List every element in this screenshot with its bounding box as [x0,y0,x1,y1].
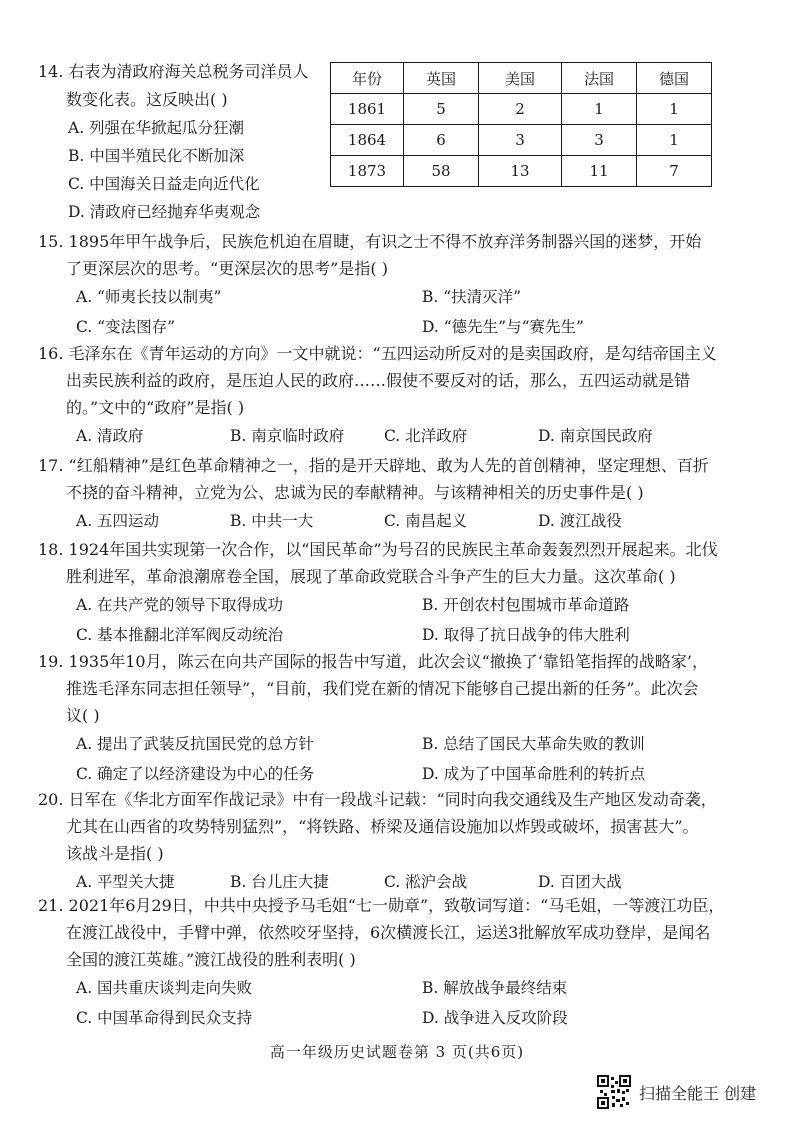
option-d[interactable]: D. 战争进入反攻阶段 [422,1009,568,1027]
options [38,282,758,342]
table-cell: 1 [562,94,637,125]
stem-line: 18. 1924年国共实现第一次合作，以“国民革命”为号召的民族民主革命轰轰烈烈开展起来。北伐 [38,540,718,559]
option-b[interactable]: B. 南京临时政府 [230,427,345,445]
stem-line: 21. 2021年6月29日，中共中央授予马毛姐“七一勋章”，致敬词写道：“马毛姐，一等渡江功臣， [38,896,725,915]
question-14 [38,58,328,226]
table-cell: 3 [562,125,637,156]
option-c[interactable]: C. 南昌起义 [384,512,468,530]
option-c[interactable]: C. “变法图存” [76,318,176,336]
option-a[interactable]: A. 国共重庆谈判走向失败 [76,979,253,997]
table-header-cell: 法国 [562,63,637,94]
table-cell: 7 [637,156,712,187]
table-cell: 3 [479,125,562,156]
question-stem [38,536,758,590]
option-c[interactable]: C. 北洋政府 [384,427,468,445]
question-stem [38,228,758,282]
question-21 [38,892,758,1033]
table-header-cell: 美国 [479,63,562,94]
option-b[interactable]: B. “扶清灭洋” [422,288,522,306]
question-16 [38,340,758,451]
option-b[interactable]: B. 开创农村包围城市革命道路 [422,596,630,614]
option-c[interactable]: C. 确定了以经济建设为中心的任务 [76,765,315,783]
stem-line: 该战斗是指( ) [66,844,164,863]
staff-count-table [330,62,712,187]
scanner-watermark: 扫描全能王 创建 [639,1084,757,1103]
option-c[interactable]: C. 基本推翻北洋军阀反动统治 [76,626,284,644]
stem-line: 不挠的奋斗精神，立党为公、忠诚为民的奉献精神。与该精神相关的历史事件是( ) [66,483,644,502]
question-stem [38,648,758,729]
option-d[interactable]: D. “德先生”与“赛先生” [422,318,584,336]
option-b[interactable]: B. 总结了国民大革命失败的教训 [422,735,645,753]
option-b[interactable]: B. 解放战争最终结束 [422,979,568,997]
table-cell: 11 [562,156,637,187]
option-d[interactable]: D. 取得了抗日战争的伟大胜利 [422,626,630,644]
stem-line: 出卖民族利益的政府，是压迫人民的政府……假使不要反对的话，那么，五四运动就是错 [66,371,691,390]
stem-line: 16. 毛泽东在《青年运动的方向》一文中就说：“五四运动所反对的是卖国政府，是勾结帝国主义 [38,344,717,363]
table-header-row [331,63,712,94]
question-15 [38,228,758,342]
option-a[interactable]: A. 在共产党的领导下取得成功 [76,596,284,614]
option-d[interactable]: D. 清政府已经抛弃华夷观念 [68,203,261,221]
stem-line: 尤其在山西省的攻势特别猛烈”，“将铁路、桥梁及通信设施加以炸毁或破坏，损害甚大”。 [66,817,699,836]
question-18 [38,536,758,650]
option-b[interactable]: B. 中共一大 [230,512,314,530]
stem-line: 胜利进军，革命浪潮席卷全国，展现了革命政党联合斗争产生的巨大力量。这次革命( ) [66,567,676,586]
table-cell: 1873 [331,156,404,187]
table-cell: 1864 [331,125,404,156]
option-a[interactable]: A. 清政府 [76,427,144,445]
table-header-cell: 英国 [404,63,479,94]
option-a[interactable]: A. 提出了武装反抗国民党的总方针 [76,735,315,753]
question-stem [38,786,758,867]
option-a[interactable]: A. “师夷长技以制夷” [76,288,222,306]
stem-line: 在渡江战役中，手臂中弹，依然咬牙坚持，6次横渡长江，运送3批解放军成功登岸，是闻名 [66,923,711,942]
option-a[interactable]: A. 五四运动 [76,512,160,530]
page-footer: 高一年级历史试题卷第 3 页(共6页) [269,1043,525,1061]
table-cell: 2 [479,94,562,125]
question-stem [38,340,758,421]
table-row [331,125,712,156]
table-cell: 1 [637,94,712,125]
option-b[interactable]: B. 中国半殖民化不断加深 [68,147,245,165]
options [38,973,758,1033]
question-20 [38,786,758,897]
stem-line: 推选毛泽东同志担任领导”，“目前，我们党在新的情况下能够自己提出新的任务”。此次会 [66,679,699,698]
option-d[interactable]: D. 百团大战 [538,873,622,891]
table-cell: 5 [404,94,479,125]
stem-line: 的。”文中的“政府”是指( ) [66,398,245,417]
option-c[interactable]: C. 淞沪会战 [384,873,468,891]
options [38,506,758,536]
stem-line: 19. 1935年10月，陈云在向共产国际的报告中写道，此次会议“撤换了‘靠铅笔指挥的战略家’， [38,652,708,671]
table-cell: 58 [404,156,479,187]
table-cell: 1 [637,125,712,156]
stem-line: 数变化表。这反映出( ) [66,90,228,109]
qr-code-icon [597,1075,631,1109]
stem-line: 了更深层次的思考。“更深层次的思考”是指( ) [66,259,388,278]
options [38,421,758,451]
table-header-cell: 年份 [331,63,404,94]
stem-line: 全国的渡江英雄。”渡江战役的胜利表明( ) [66,950,356,969]
options [38,729,758,789]
stem-line: 14. 右表为清政府海关总税务司洋员人 [38,62,309,81]
option-c[interactable]: C. 中国海关日益走向近代化 [68,175,260,193]
stem-line: 20. 日军在《华北方面军作战记录》中有一段战斗记载：“同时向我交通线及生产地区发动奇袭， [38,790,717,809]
table-header-cell: 德国 [637,63,712,94]
question-19 [38,648,758,789]
question-stem [38,892,758,973]
table-row [331,94,712,125]
option-d[interactable]: D. 渡江战役 [538,512,622,530]
options [38,590,758,650]
table-cell: 1861 [331,94,404,125]
table-cell: 6 [404,125,479,156]
option-c[interactable]: C. 中国革命得到民众支持 [76,1009,253,1027]
question-stem [38,58,328,114]
question-stem [38,452,758,506]
stem-line: 议( ) [66,706,100,725]
stem-line: 15. 1895年甲午战争后，民族危机迫在眉睫，有识之士不得不放弃洋务制器兴国的迷梦，开始 [38,232,702,251]
table-row [331,156,712,187]
option-b[interactable]: B. 台儿庄大捷 [230,873,329,891]
question-17 [38,452,758,536]
stem-line: 17. “红船精神”是红色革命精神之一，指的是开天辟地、敢为人先的首创精神，坚定理想、百折 [38,456,709,475]
options [38,114,328,226]
option-d[interactable]: D. 南京国民政府 [538,427,653,445]
option-a[interactable]: A. 列强在华掀起瓜分狂潮 [68,119,245,137]
option-d[interactable]: D. 成为了中国革命胜利的转折点 [422,765,646,783]
table-cell: 13 [479,156,562,187]
option-a[interactable]: A. 平型关大捷 [76,873,175,891]
